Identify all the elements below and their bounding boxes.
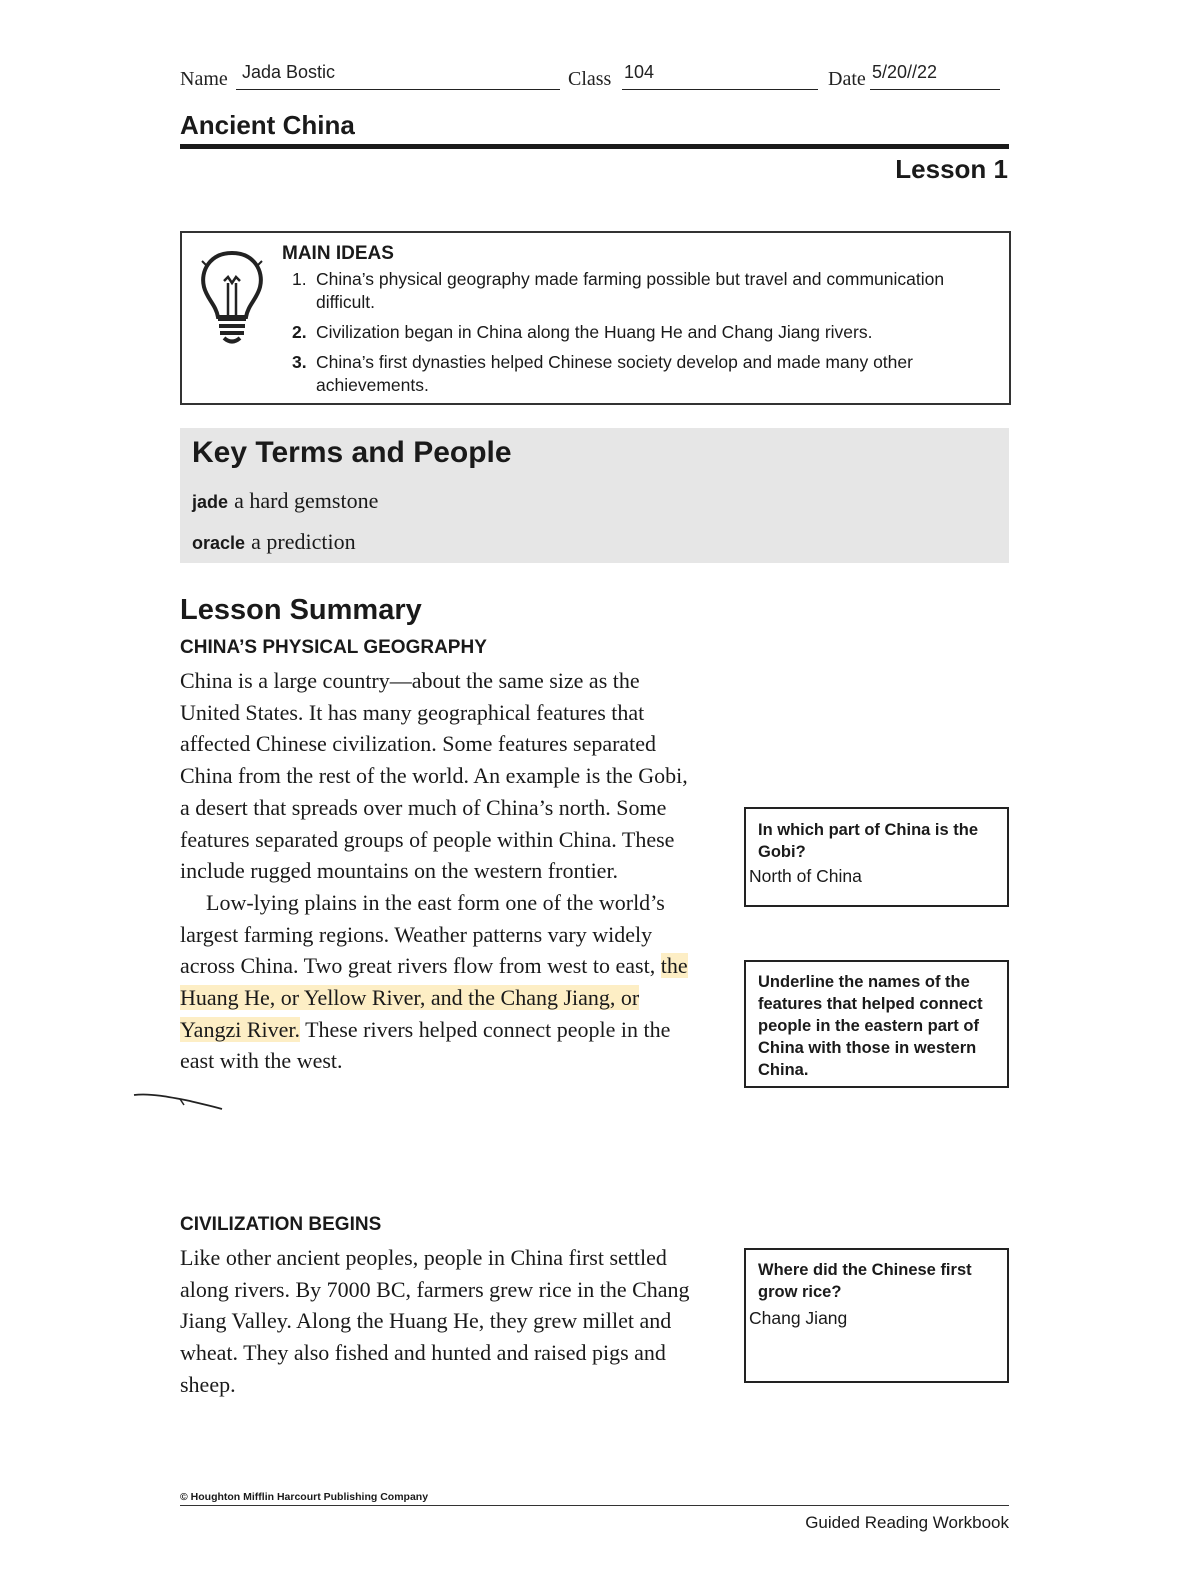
date-field: [828, 62, 1002, 92]
key-term: oracle: [192, 533, 246, 553]
class-field: [568, 62, 820, 92]
main-idea-number: 2.: [292, 322, 307, 342]
key-terms-title: Key Terms and People: [192, 436, 512, 469]
lesson-label: Lesson 1: [895, 154, 1008, 184]
main-ideas-box: [180, 231, 1011, 405]
class-label: Class: [568, 68, 612, 90]
pen-mark: [130, 1085, 230, 1115]
title-rule: [180, 144, 1009, 149]
main-idea-number: 3.: [292, 352, 307, 372]
main-idea-item: [282, 321, 972, 344]
key-term-definition: a prediction: [251, 529, 356, 554]
highlighted-rivers[interactable]: the Huang He, or Yellow River, and the Chang Jiang, or Yangzi River.: [180, 953, 688, 1042]
paragraph-text: Low-lying plains in the east form one of the world’s largest farming regions. Weather patterns vary widely across China. Two great rivers flow from west to east,: [180, 889, 665, 979]
date-label: Date: [828, 68, 866, 90]
section-heading-civilization: CIVILIZATION BEGINS: [180, 1214, 382, 1235]
name-value[interactable]: Jada Bostic: [242, 62, 336, 82]
civilization-text: [180, 1242, 700, 1401]
question-box-underline: [744, 960, 1009, 1088]
key-term-definition: a hard gemstone: [234, 488, 379, 513]
date-value[interactable]: 5/20//22: [872, 62, 938, 82]
main-idea-text: China’s first dynasties helped Chinese society develop and made many other achievements.: [316, 352, 913, 395]
geography-text: [180, 665, 700, 1077]
question-text: Where did the Chinese first grow rice?: [758, 1261, 972, 1301]
answer-text[interactable]: Chang Jiang: [749, 1308, 848, 1328]
chapter-title: Ancient China: [180, 110, 355, 140]
answer-text[interactable]: North of China: [749, 866, 862, 886]
geography-paragraph-1: China is a large country—about the same size as the United States. It has many geographical features that affected Chinese civilization. Some features separated China from the rest of the world. An example is the Gobi, a desert that spreads over much of China’s north. Some features separated groups of people within China. These include rugged mountains on the western frontier.: [180, 668, 688, 884]
question-text: In which part of China is the Gobi?: [758, 821, 979, 861]
key-term-row: [192, 529, 356, 555]
main-idea-text: China’s physical geography made farming possible but travel and communication difficult.: [316, 269, 945, 312]
lightbulb-icon: [192, 247, 272, 347]
question-text: Underline the names of the features that helped connect people in the eastern part of China with those in western China.: [758, 973, 983, 1079]
main-ideas-list: [282, 268, 972, 404]
key-term-row: [192, 488, 378, 514]
main-idea-item: [282, 351, 972, 397]
copyright-notice: © Houghton Mifflin Harcourt Publishing Company: [180, 1491, 429, 1503]
geography-paragraph-2: [180, 887, 700, 1077]
lesson-summary-title: Lesson Summary: [180, 594, 422, 626]
main-idea-item: [282, 268, 972, 314]
question-box-gobi: [744, 807, 1009, 907]
name-field: [180, 62, 562, 92]
question-box-rice: [744, 1248, 1009, 1383]
paragraph-text: These rivers helped connect people in the east with the west.: [180, 1016, 671, 1074]
key-term: jade: [192, 492, 229, 512]
main-idea-number: 1.: [292, 269, 307, 289]
class-value[interactable]: 104: [624, 62, 655, 82]
main-idea-text: Civilization began in China along the Huang He and Chang Jiang rivers.: [316, 322, 873, 342]
footer-rule: [180, 1505, 1009, 1506]
section-heading-geography: CHINA’S PHYSICAL GEOGRAPHY: [180, 637, 487, 658]
civilization-paragraph: Like other ancient peoples, people in China first settled along rivers. By 7000 BC, farmers grew rice in the Chang Jiang Valley. Along the Huang He, they grew millet and wheat. They also fished and hunted and raised pigs and sheep.: [180, 1245, 690, 1397]
main-ideas-title: MAIN IDEAS: [282, 243, 394, 264]
name-label: Name: [180, 68, 228, 90]
key-terms-panel: [180, 428, 1009, 563]
workbook-label: Guided Reading Workbook: [805, 1513, 1009, 1532]
